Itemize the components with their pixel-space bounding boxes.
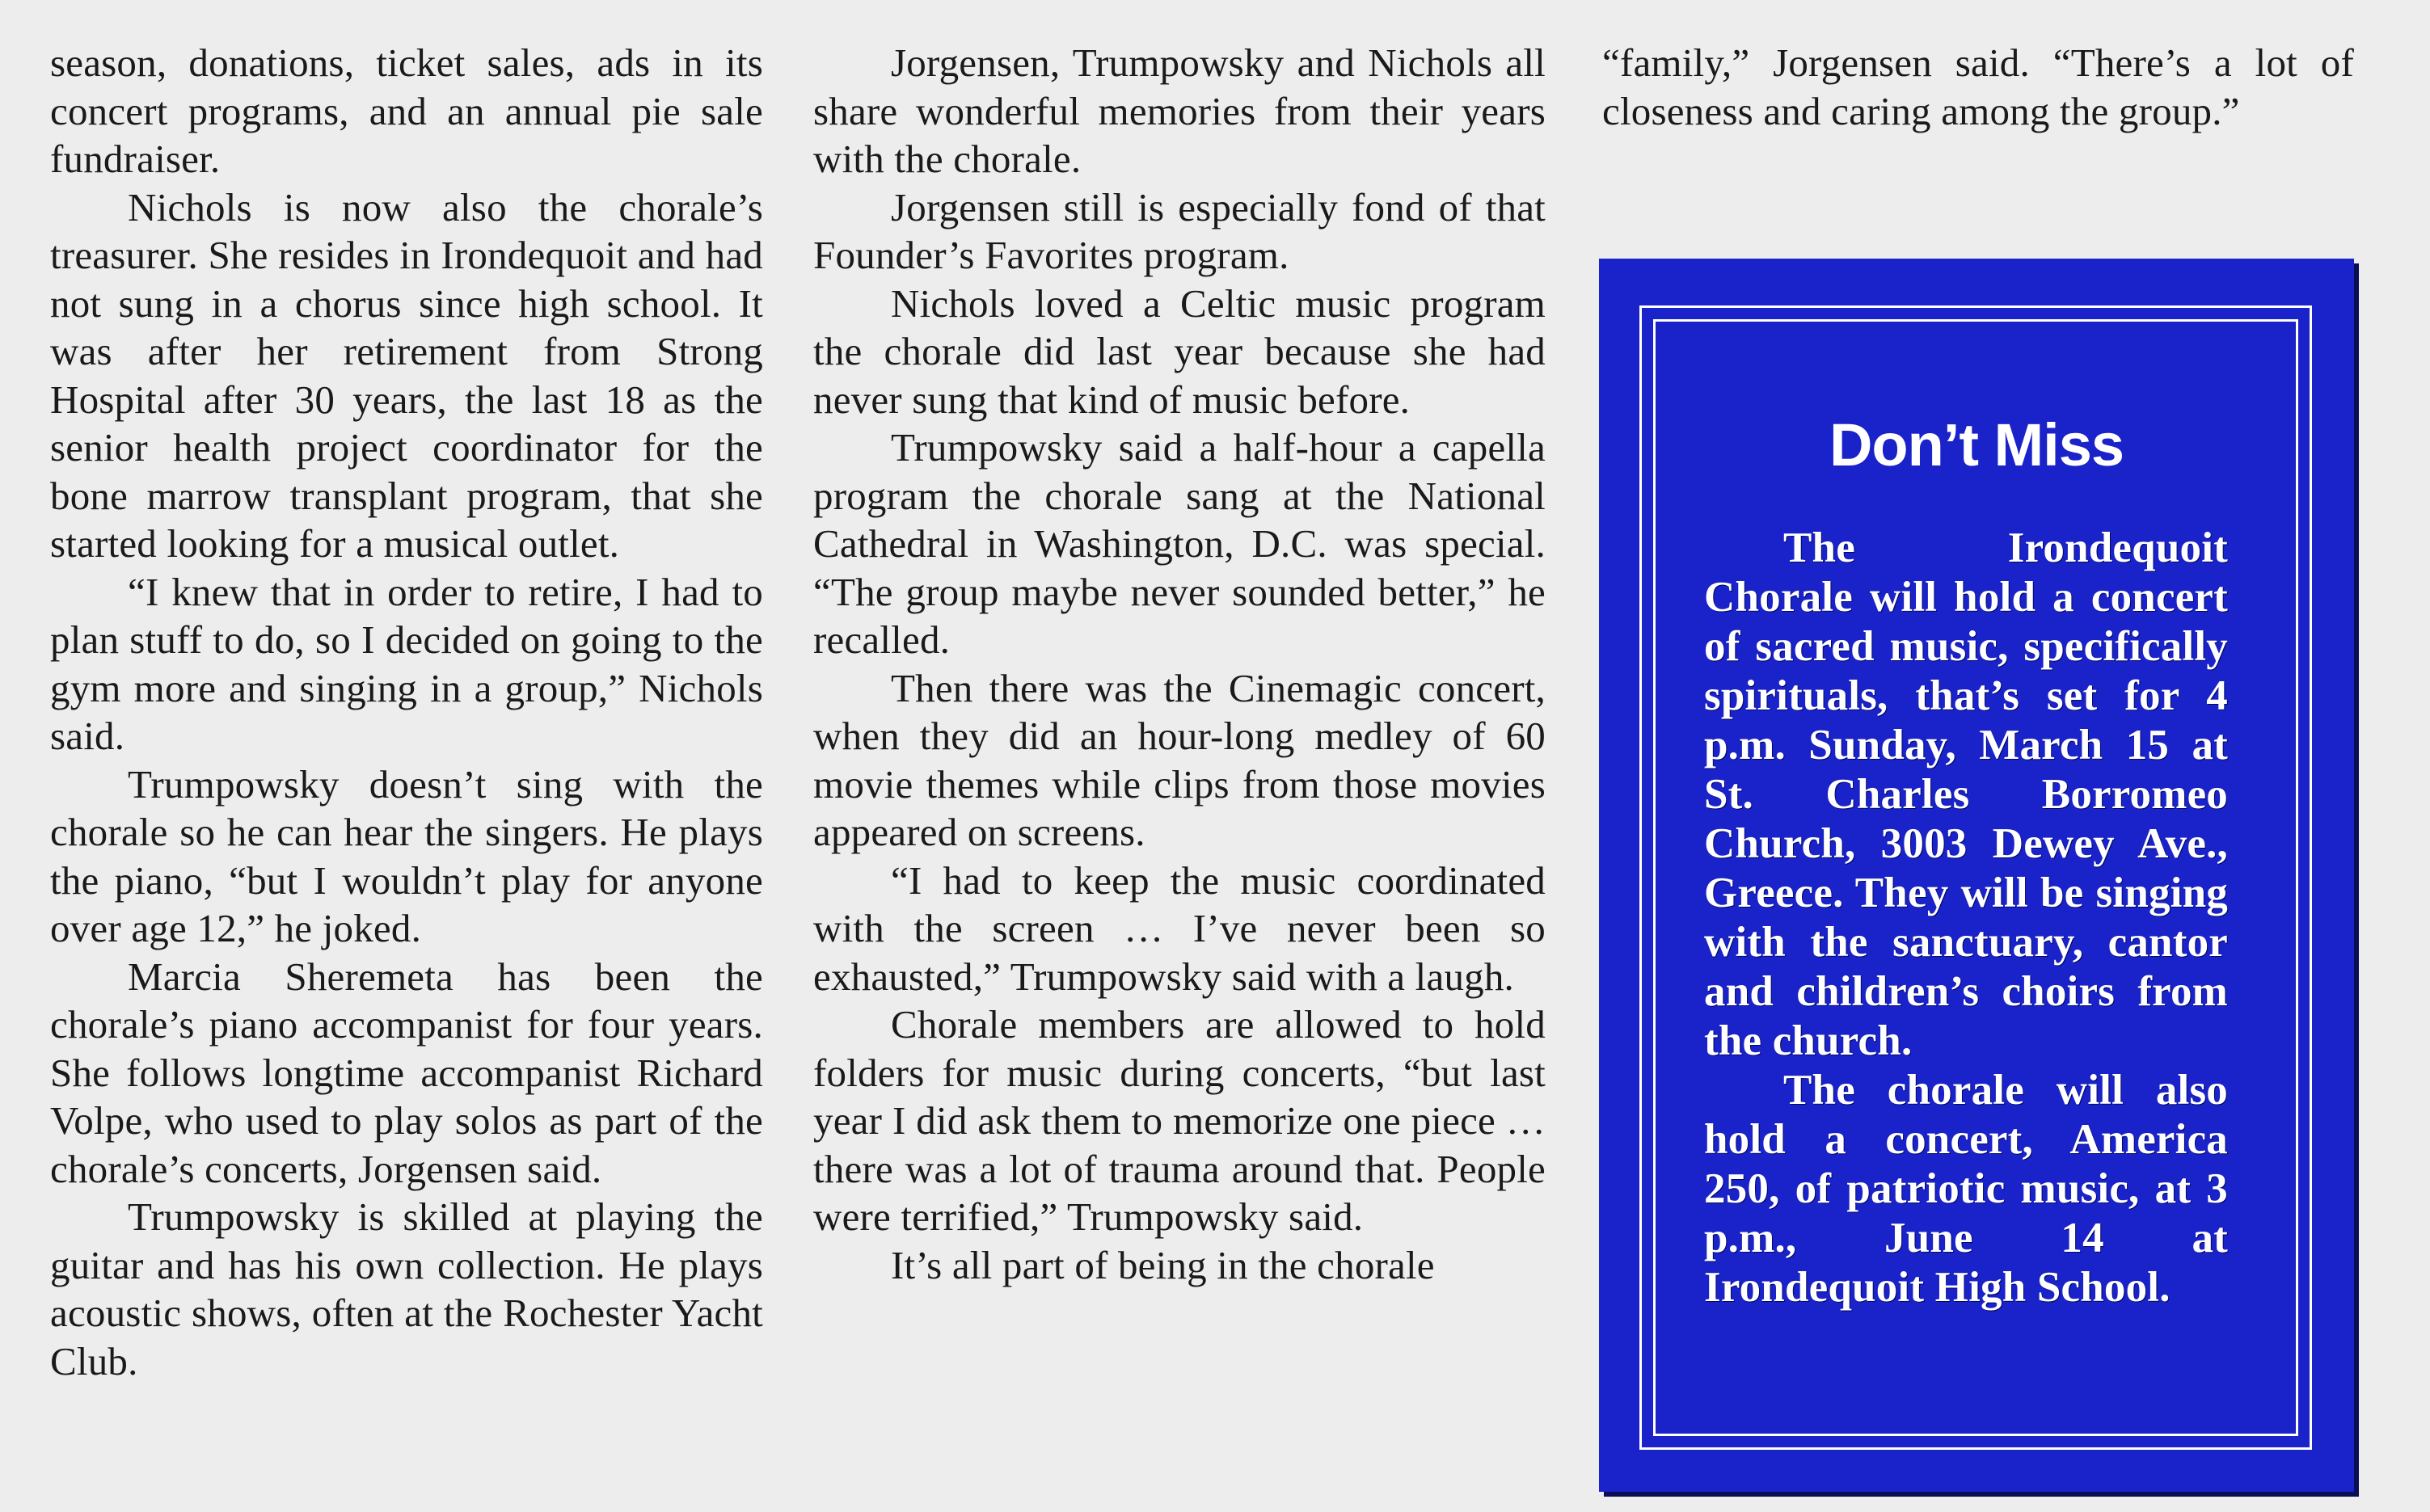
article-paragraph: Nichols loved a Celtic music program the chorale did last year because she had never sung that kind of music before. [813,280,1546,422]
article-paragraph: “I had to keep the music coordinated with the screen … I’ve never been so exhausted,” Trumpowsky said with a laugh. [813,857,1546,999]
article-paragraph: season, donations, ticket sales, ads in its concert programs, and an annual pie sale fundraiser. [50,40,763,181]
sidebar-heading: Don’t Miss [1829,411,2124,478]
article-paragraph: Trumpowsky said a half-hour a capella program the chorale sang at the National Cathedral in Washington, D.C. was special. “The group maybe never sounded better,” he recalled. [813,425,1546,662]
article-paragraph: Nichols is now also the chorale’s treasurer. She resides in Irondequoit and had not sung in a chorus since high school. It was after her retirement from Strong Hospital after 30 years, the last 18 as the senior health project coordinator for the bone marrow transplant program, that she started looking for a musical outlet. [50,184,763,566]
article-paragraph: “I knew that in order to retire, I had to plan stuff to do, so I decided on going to the gym more and singing in a group,” Nichols said. [50,569,763,758]
article-paragraph: Marcia Sheremeta has been the chorale’s piano accompanist for four years. She follows longtime accompanist Richard Volpe, who used to play solos as part of the chorale’s concerts, Jorgensen said. [50,954,763,1191]
article-paragraph: Jorgensen still is especially fond of that Founder’s Favorites program. [813,184,1546,277]
sidebar-paragraph: The Irondequoit Chorale will hold a concert of sacred music, specifically spirituals, that’s set for 4 p.m. Sunday, March 15 at St. Charles Borromeo Church, 3003 Dewey Ave., Greece. They will be singing with the sanctuary, cantor and children’s choirs from the church. [1704,524,2228,1064]
article-paragraph: “family,” Jorgensen said. “There’s a lot of closeness and caring among the group.” [1602,40,2354,133]
dont-miss-sidebar [1599,259,2354,1492]
article-paragraph: Trumpowsky is skilled at playing the guitar and has his own collection. He plays acoustic shows, often at the Rochester Yacht Club. [50,1194,763,1384]
article-column-3 [1602,39,2354,135]
sidebar-body [1704,524,2228,1312]
article-paragraph: Jorgensen, Trumpowsky and Nichols all share wonderful memories from their years with the chorale. [813,40,1546,181]
article-paragraph: Chorale members are allowed to hold folders for music during concerts, “but last year I did ask them to memorize one piece … there was a lot of trauma around that. People were terrified,” Trumpowsky said. [813,1002,1546,1239]
article-column-1 [50,39,763,1385]
article-paragraph: Then there was the Cinemagic concert, when they did an hour-long medley of 60 movie themes while clips from those movies appeared on screens. [813,665,1546,854]
article-paragraph: It’s all part of being in the chorale [891,1242,1435,1287]
article-paragraph: Trumpowsky doesn’t sing with the chorale so he can hear the singers. He plays the piano, “but I wouldn’t play for anyone over age 12,” he joked. [50,761,763,950]
sidebar-paragraph: The chorale will also hold a concert, America 250, of patriotic music, at 3 p.m., June 14 at Irondequoit High School. [1704,1067,2228,1311]
article-column-2 [813,39,1546,1289]
